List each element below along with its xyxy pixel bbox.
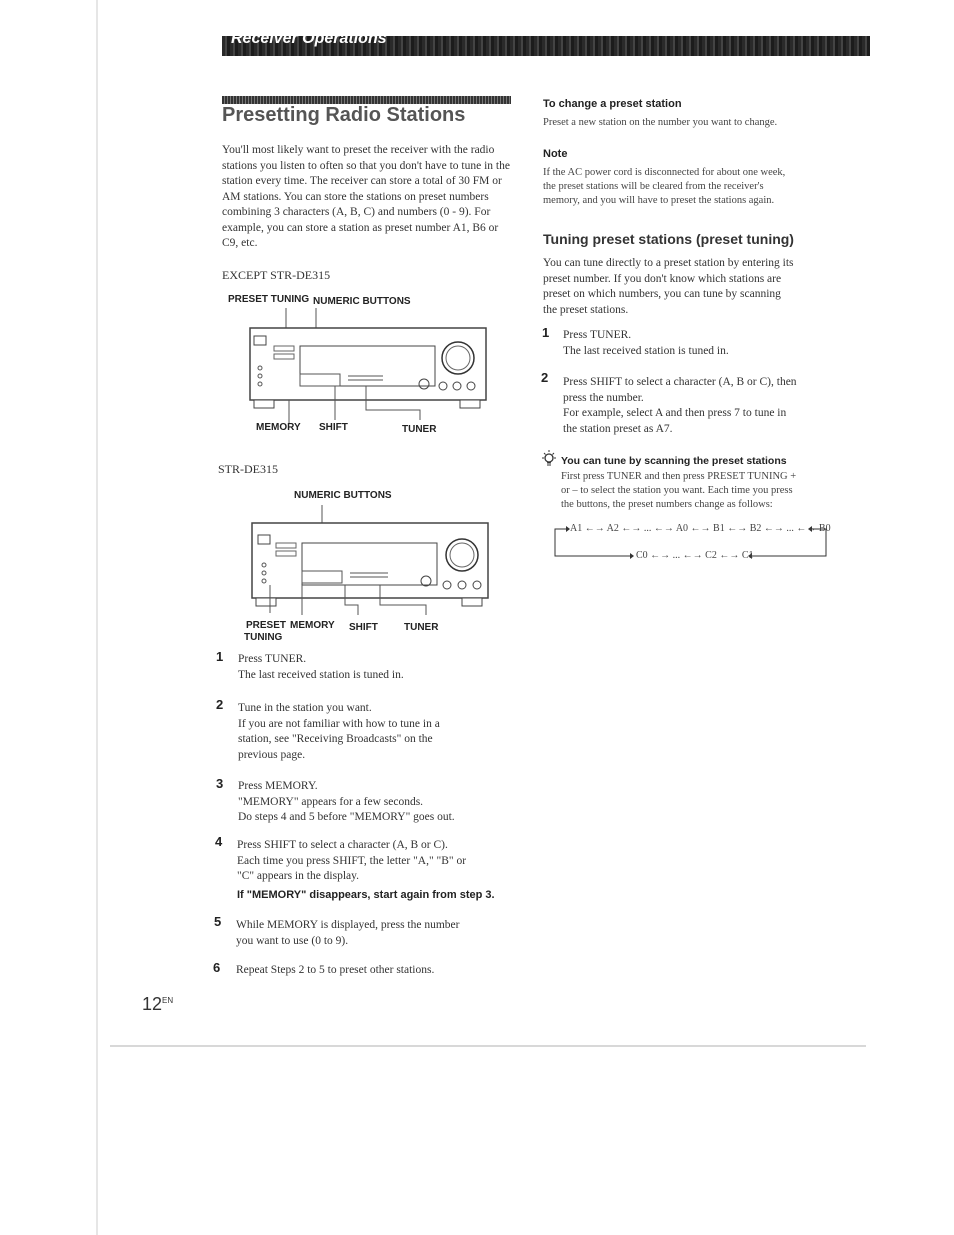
diagram2-tuner-label: TUNER (404, 622, 439, 633)
diagram2-preset-label: PRESET (246, 620, 287, 631)
step-text (236, 918, 506, 949)
step-line: Press SHIFT to select a character (A, B or C). (237, 839, 448, 851)
step-line: Tune in the station you want. (238, 702, 372, 714)
step-text (236, 963, 506, 979)
sequence-top: A1 ←→ A2 ←→ ... ←→ A0 ←→ B1 ←→ B2 ←→ ... ←→ B0 (570, 523, 831, 534)
note-line: memory, and you will have to preset the stations again. (543, 195, 775, 206)
receiver-diagram-1 (248, 308, 488, 433)
tuning-line: preset on which numbers, you can tune by scanning (543, 288, 781, 300)
step-line: you want to use (0 to 9). (236, 934, 349, 947)
step-line: Each time you press SHIFT, the letter "A," "B" or (237, 854, 467, 867)
note-text (543, 166, 785, 208)
step-number: 5 (214, 914, 222, 929)
tip-title: You can tune by scanning the preset stations (561, 455, 787, 467)
header-title: Receiver Operations (231, 30, 387, 47)
step-text (238, 701, 508, 763)
step-number: 6 (213, 960, 221, 975)
step-line: If you are not familiar with how to tune in a (238, 717, 440, 730)
step-line: Do steps 4 and 5 before "MEMORY" goes out. (238, 811, 455, 823)
step-number: 2 (541, 370, 549, 385)
page-number (142, 994, 173, 1015)
sequence-bottom: C0 ←→ ... ←→ C2 ←→ C1 (636, 550, 754, 561)
diagram1-shift-label: SHIFT (319, 422, 348, 433)
step-line: station, see "Receiving Broadcasts" on the (238, 733, 433, 745)
diagram1-preset-tuning-label: PRESET TUNING (228, 294, 310, 305)
note-line: the preset stations will be cleared from the receiver's (543, 181, 764, 192)
diagram1-tuner-label: TUNER (402, 424, 437, 435)
step-line: previous page. (238, 748, 306, 761)
step-line: The last received station is tuned in. (563, 344, 729, 357)
step-text (563, 375, 833, 437)
diagram2-tuning-label: TUNING (244, 632, 283, 643)
step-number: 3 (216, 776, 224, 791)
diagram1-caption: EXCEPT STR-DE315 (222, 268, 331, 282)
note-title: Note (543, 148, 568, 160)
step-line: Press TUNER. (563, 329, 632, 341)
change-title: To change a preset station (543, 98, 682, 110)
step-text (563, 328, 833, 359)
title-rule (222, 96, 511, 104)
tip-line: or – to select the station you want. Each time you press (561, 485, 793, 496)
diagram2-numeric-label: NUMERIC BUTTONS (294, 490, 392, 501)
diagram2-memory-label: MEMORY (290, 620, 335, 631)
tuning-line: You can tune directly to a preset station by entering its (543, 257, 794, 269)
step-text (238, 652, 508, 683)
note-line: If the AC power cord is disconnected for about one week, (543, 167, 786, 178)
page-number-value: 12 (142, 994, 163, 1014)
tip-text (561, 470, 796, 512)
step-line: Press SHIFT to select a character (A, B or C), then (563, 376, 797, 388)
change-text: Preset a new station on the number you want to change. (543, 117, 778, 128)
step-line: The last received station is tuned in. (238, 668, 404, 681)
step-number: 1 (216, 649, 224, 664)
tip-line: First press TUNER and then press PRESET TUNING + (561, 471, 797, 482)
step-line: "MEMORY" appears for a few seconds. (238, 795, 424, 808)
bottom-rule (110, 1045, 866, 1047)
step-number: 4 (215, 834, 223, 849)
tuning-title: Tuning preset stations (preset tuning) (543, 231, 794, 247)
step-line: While MEMORY is displayed, press the number (236, 919, 460, 931)
diagram1-memory-label: MEMORY (256, 422, 301, 433)
diagram2-caption: STR-DE315 (218, 462, 278, 476)
step-text (237, 838, 507, 885)
section-title: Presetting Radio Stations (222, 104, 466, 126)
tuning-line: preset number. If you don't know which stations are (543, 272, 782, 285)
page-edge (96, 0, 98, 1235)
step-line: "C" appears in the display. (237, 870, 360, 882)
diagram1-numeric-label: NUMERIC BUTTONS (313, 296, 411, 307)
step-note: If "MEMORY" disappears, start again from step 3. (237, 889, 495, 901)
diagram2-shift-label: SHIFT (349, 622, 378, 633)
tuning-text (543, 256, 833, 318)
step-line: Press TUNER. (238, 653, 307, 665)
page-number-suffix: EN (162, 996, 174, 1005)
step-text (238, 779, 508, 826)
section-intro: You'll most likely want to preset the receiver with the radio stations you listen to often so that you don't have to tune in the station every time. The receiver can store a total of 30 FM or AM stations. You can store the stations on preset numbers combining 3 characters (A, B, C) and numbers (0 - 9). For example, you can store a station as preset number A1, B6 or C9, etc. (222, 144, 510, 249)
tip-line: the buttons, the preset numbers change as follows: (561, 499, 773, 510)
lightbulb-icon (541, 450, 559, 470)
step-line: the station preset as A7. (563, 422, 673, 435)
receiver-diagram-2 (250, 505, 490, 620)
step-number: 1 (542, 325, 550, 340)
step-line: For example, select A and then press 7 to tune in (563, 407, 787, 419)
tuning-line: the preset stations. (543, 303, 629, 316)
step-number: 2 (216, 697, 224, 712)
step-line: press the number. (563, 391, 644, 404)
step-line: Repeat Steps 2 to 5 to preset other stations. (236, 964, 435, 976)
step-line: Press MEMORY. (238, 780, 318, 792)
